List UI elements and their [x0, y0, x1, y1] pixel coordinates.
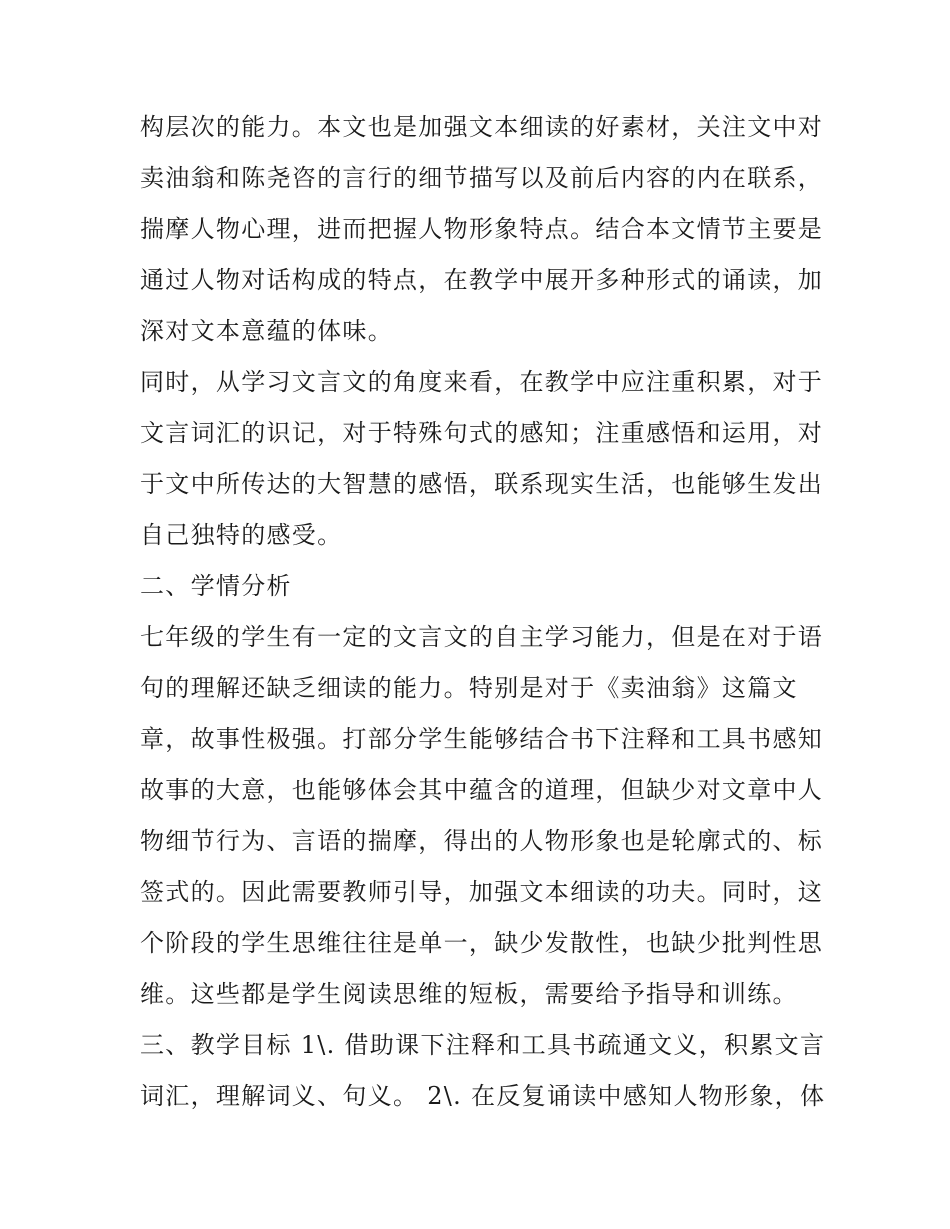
- text-line: 通过人物对话构成的特点，在教学中展开多种形式的诵读，加: [140, 266, 824, 294]
- text-line: 物细节行为、言语的揣摩，得出的人物形象也是轮廓式的、标: [140, 827, 824, 855]
- text-line: 自己独特的感受。: [140, 521, 343, 549]
- section-heading-teaching-goals: 三、教学目标 1\. 借助课下注释和工具书疏通文义，积累文言: [140, 1031, 826, 1059]
- text-line: 句的理解还缺乏细读的能力。特别是对于《卖油翁》这篇文: [140, 674, 798, 702]
- text-line: 卖油翁和陈尧咨的言行的细节描写以及前后内容的内在联系，: [140, 164, 824, 192]
- text-line: 个阶段的学生思维往往是单一，缺少发散性，也缺少批判性思: [140, 929, 824, 957]
- text-line: 于文中所传达的大智慧的感悟，联系现实生活，也能够生发出: [140, 470, 824, 498]
- text-line: 章，故事性极强。打部分学生能够结合书下注释和工具书感知: [140, 725, 824, 753]
- text-line: 深对文本意蕴的体味。: [140, 317, 393, 345]
- section-heading-learning-analysis: 二、学情分析: [140, 572, 292, 600]
- text-line: 签式的。因此需要教师引导，加强文本细读的功夫。同时，这: [140, 878, 824, 906]
- text-line: 故事的大意，也能够体会其中蕴含的道理，但缺少对文章中人: [140, 776, 824, 804]
- text-line: 同时，从学习文言文的角度来看，在教学中应注重积累，对于: [140, 368, 824, 396]
- text-line: 揣摩人物心理，进而把握人物形象特点。结合本文情节主要是: [140, 215, 824, 243]
- text-line: 维。这些都是学生阅读思维的短板，需要给予指导和训练。: [140, 980, 798, 1008]
- body-text: [140, 102, 826, 1122]
- text-line: 构层次的能力。本文也是加强文本细读的好素材，关注文中对: [140, 113, 824, 141]
- text-line: 文言词汇的识记，对于特殊句式的感知；注重感悟和运用，对: [140, 419, 824, 447]
- text-line: 七年级的学生有一定的文言文的自主学习能力，但是在对于语: [140, 623, 824, 651]
- text-line: 词汇，理解词义、句义。 2\. 在反复诵读中感知人物形象，体: [140, 1082, 826, 1110]
